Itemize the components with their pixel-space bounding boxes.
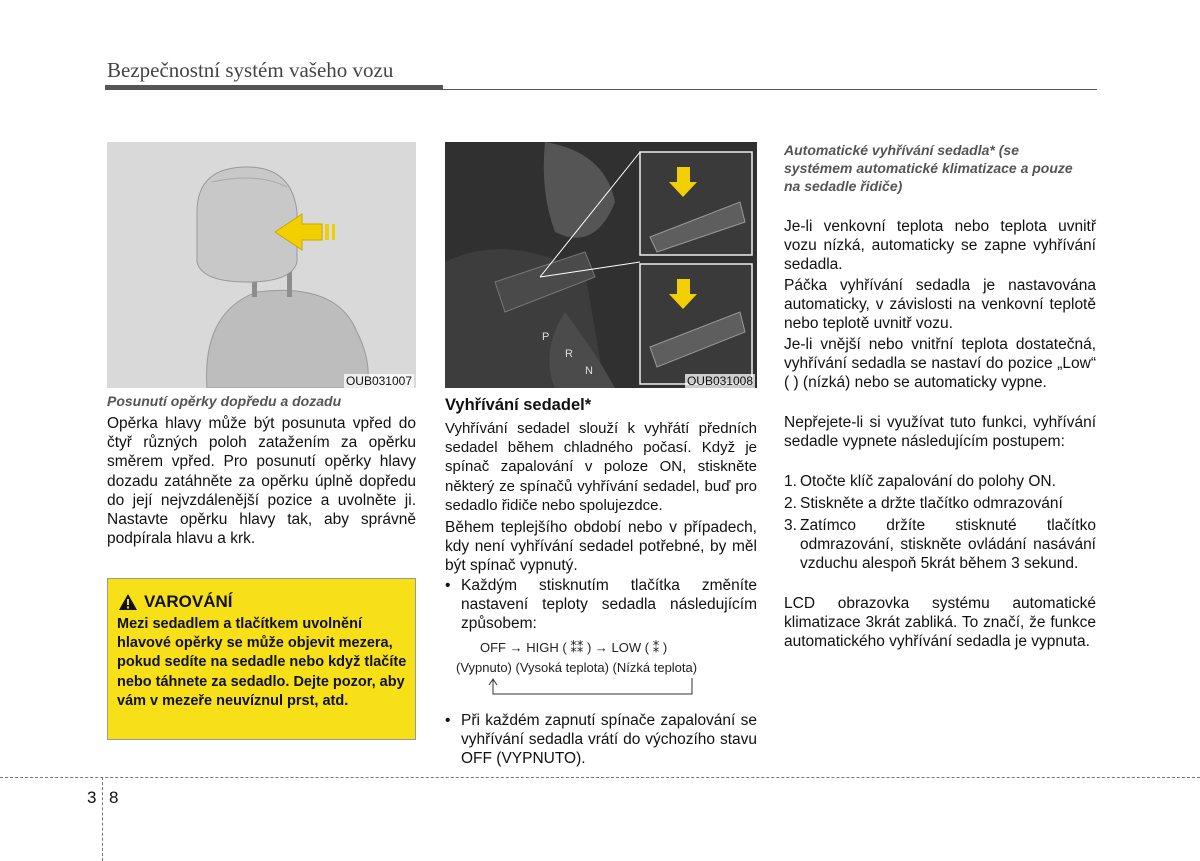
section-heading: Vyhřívání sedadel* — [445, 396, 592, 414]
figure-code: OUB031007 — [345, 374, 412, 388]
temperature-sequence: OFF → HIGH ( ⁑⁑ ) → LOW ( ⁑ ) — [480, 640, 668, 655]
seat-heater-figure — [445, 142, 757, 388]
page-header-title: Bezpečnostní systém vašeho vozu — [107, 58, 394, 82]
auto-heating-caption: Automatické vyhřívání sedadla* (se systémem automatické klimatizace a pouze na sedadle řidiče) — [784, 142, 1073, 194]
warning-box — [107, 578, 416, 740]
bullet-item: • Každým stisknutím tlačítka změníte nastavení teploty sedadla následujícím způsobem: — [445, 577, 757, 633]
footer-divider — [102, 777, 103, 861]
headrest-figure — [107, 142, 416, 388]
low-heat-icon: ⁑ — [652, 640, 660, 655]
figure-caption: Posunutí opěrky dopředu a dozadu — [107, 393, 342, 409]
page-number: 8 — [109, 788, 119, 807]
svg-text:N: N — [585, 365, 593, 377]
svg-text:P: P — [542, 331, 550, 343]
svg-text:R: R — [565, 348, 573, 360]
figure-code: OUB031008 — [686, 374, 753, 388]
cycle-return-arrow-icon — [485, 676, 695, 698]
bullet-item: • Při každém zapnutí spínače zapalování se vyhřívání sedadla vrátí do výchozího stavu OFF (VYPNUTO). — [445, 712, 757, 768]
warning-text: Mezi sedadlem a tlačítkem uvolnění hlavové opěrky se může objevit mezera, pokud sedíte na sedadle nebo když tlačíte nebo táhnete za sedadlo. Dejte pozor, aby vám v mezeře neuvíznul prst, atd. — [117, 616, 407, 709]
step-item: 1. Otočte klíč zapalování do polohy ON. — [784, 473, 1056, 490]
auto-paragraph-1: Je-li venkovní teplota nebo teplota uvnitř vozu nízká, automaticky se zapne vyhřívání sedadla. — [784, 218, 1096, 274]
warning-title — [118, 592, 232, 612]
header-bar — [105, 85, 443, 90]
auto-paragraph-4: Nepřejete-li si využívat tuto funkci, vyhřívání sedadle vypnete následujícím postupem: — [784, 414, 1096, 451]
heater-paragraph-1: Vyhřívání sedadel slouží k vyhřátí předních sedadel během chladného počasí. Když je spínač zapalování v poloze ON, stiskněte některý ze spínačů vyhřívání sedadel, buď pro sedadlo řidiče nebo spolujezdce. — [445, 420, 757, 514]
chapter-number: 3 — [87, 788, 97, 807]
step-item: 2. Stiskněte a držte tlačítko odmrazování — [784, 495, 1063, 512]
step-item: 3. Zatímco držíte stisknuté tlačítko odmrazování, stiskněte ovládání nasávání vzduchu alespoň 5krát během 3 sekund. — [784, 517, 1096, 573]
footer-rule — [0, 777, 1200, 778]
warning-title-text: VAROVÁNÍ — [144, 592, 233, 611]
headrest-paragraph: Opěrka hlavy může být posunuta vpřed do čtyř různých poloh zatažením za opěrku směrem vpřed. Pro posunutí opěrky hlavy dozadu zatáhněte za opěrku úplně dopředu do její nejvzdálenější pozice a uvolněte ji. Nastavte opěrku hlavy tak, aby správně podpírala hlavu a krk. — [107, 415, 416, 548]
temperature-legend: (Vypnuto) (Vysoká teplota) (Nízká teplota) — [456, 660, 698, 675]
auto-paragraph-2: Páčka vyhřívání sedadla je nastavována automaticky, v závislosti na venkovní teplotě nebo teplotě uvnitř vozu. — [784, 277, 1096, 333]
header-rule — [443, 89, 1097, 90]
console-illustration — [445, 142, 757, 388]
high-heat-icon: ⁑⁑ — [570, 640, 584, 655]
warning-triangle-icon — [118, 593, 138, 611]
heater-paragraph-2: Během teplejšího období nebo v případech, kdy není vyhřívání sedadel potřebné, by měl být spínač vypnutý. — [445, 519, 757, 575]
auto-paragraph-5: LCD obrazovka systému automatické klimatizace 3krát zabliká. To značí, že funkce automatického vyhřívání sedadla je vypnuta. — [784, 595, 1096, 651]
headrest-illustration — [107, 142, 416, 388]
auto-paragraph-3: Je-li vnější nebo vnitřní teplota dostatečná, vyhřívání sedadla se nastaví do pozice „Low“ ( ) (nízká) nebo se automaticky vypne. — [784, 336, 1096, 392]
